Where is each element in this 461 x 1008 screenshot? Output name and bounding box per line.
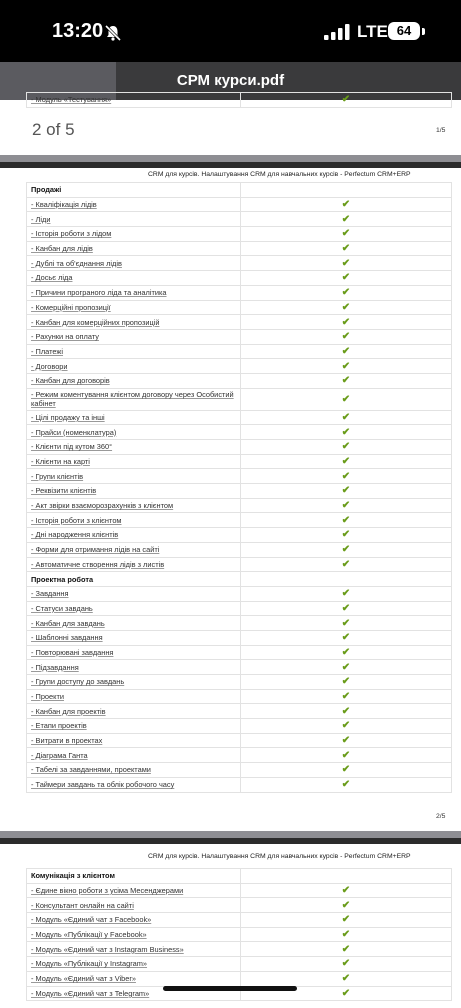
- feature-label-text[interactable]: - Модуль «Єдиний чат з Viber»: [31, 974, 136, 984]
- feature-label: [27, 300, 241, 315]
- feature-row: [27, 440, 452, 455]
- check-icon: ✔: [241, 927, 452, 942]
- feature-row: [27, 733, 452, 748]
- page-footer-number: 2/5: [436, 813, 446, 820]
- feature-row: [27, 469, 452, 484]
- signal-icon: [324, 24, 350, 40]
- feature-row: [27, 557, 452, 572]
- feature-label-text[interactable]: - Канбан для комерційних пропозицій: [31, 317, 160, 327]
- feature-label: [27, 733, 241, 748]
- feature-label-text[interactable]: - Цілі продажу та інші: [31, 412, 105, 422]
- feature-row: [27, 93, 452, 108]
- feature-label-text[interactable]: - Автоматичне створення лідів з листів: [31, 559, 165, 569]
- check-icon: ✔: [241, 300, 452, 315]
- feature-label-text[interactable]: - Проекти: [31, 692, 64, 702]
- feature-row: [27, 660, 452, 675]
- feature-row: [27, 630, 452, 645]
- check-icon: ✔: [241, 454, 452, 469]
- check-icon: ✔: [241, 373, 452, 388]
- feature-row: [27, 271, 452, 286]
- feature-label: [27, 898, 241, 913]
- check-icon: ✔: [241, 630, 452, 645]
- feature-row: [27, 645, 452, 660]
- feature-label-text[interactable]: - Канбан для договорів: [31, 376, 110, 386]
- feature-label-text[interactable]: - Статуси завдань: [31, 603, 93, 613]
- feature-row: [27, 898, 452, 913]
- feature-row: [27, 454, 452, 469]
- feature-label-text[interactable]: - Канбан для проектів: [31, 706, 106, 716]
- check-icon: ✔: [241, 212, 452, 227]
- feature-label-text[interactable]: - Єдине вікно роботи з усіма Месенджерами: [31, 886, 184, 896]
- feature-row: [27, 241, 452, 256]
- feature-label: [27, 285, 241, 300]
- section-title: [27, 572, 241, 587]
- feature-label-text[interactable]: - Діаграма Ганта: [31, 750, 88, 760]
- check-icon: ✔: [241, 586, 452, 601]
- feature-label-text[interactable]: - Завдання: [31, 589, 69, 599]
- check-icon: ✔: [241, 410, 452, 425]
- check-icon: ✔: [241, 660, 452, 675]
- check-icon: ✔: [241, 616, 452, 631]
- check-icon: ✔: [241, 913, 452, 928]
- feature-label: [27, 704, 241, 719]
- feature-label-text[interactable]: - Групи доступу до завдань: [31, 677, 125, 687]
- feature-label: [27, 410, 241, 425]
- feature-label: [27, 971, 241, 986]
- feature-row: [27, 197, 452, 212]
- pdf-page-2: [0, 162, 461, 831]
- page-header: CRM для курсів. Налаштування CRM для навчальних курсів - Perfectum CRM+ERP: [148, 171, 411, 178]
- check-icon: ✔: [241, 704, 452, 719]
- check-icon: ✔: [241, 971, 452, 986]
- feature-row: [27, 410, 452, 425]
- feature-label-text[interactable]: - Історія роботи з лідом: [31, 229, 112, 239]
- feature-label-text[interactable]: - Модуль «Єдиний чат з Facebook»: [31, 915, 152, 925]
- feature-label-text[interactable]: - Консультант онлайн на сайті: [31, 900, 134, 910]
- section-title: [27, 869, 241, 884]
- feature-row: [27, 971, 452, 986]
- feature-label: [27, 616, 241, 631]
- feature-label-text[interactable]: - Прайси (номенклатура): [31, 427, 117, 437]
- feature-row: [27, 344, 452, 359]
- check-icon: ✔: [241, 986, 452, 1001]
- feature-row: [27, 616, 452, 631]
- check-icon: ✔: [241, 425, 452, 440]
- check-icon: ✔: [241, 498, 452, 513]
- feature-row: [27, 528, 452, 543]
- empty-cell: [241, 183, 452, 198]
- check-icon: ✔: [241, 733, 452, 748]
- feature-label: [27, 748, 241, 763]
- check-icon: ✔: [241, 227, 452, 242]
- feature-row: [27, 719, 452, 734]
- feature-label-text[interactable]: - Дні народження клієнтів: [31, 530, 119, 540]
- feature-row: [27, 704, 452, 719]
- section-title: [27, 183, 241, 198]
- feature-label: [27, 227, 241, 242]
- feature-row: [27, 484, 452, 499]
- feature-label: [27, 388, 241, 410]
- feature-table-page-1: [26, 92, 452, 108]
- check-icon: ✔: [241, 601, 452, 616]
- check-icon: ✔: [241, 440, 452, 455]
- feature-label-text[interactable]: - Платежі: [31, 346, 64, 356]
- feature-label-text[interactable]: - Договори: [31, 361, 68, 371]
- battery-icon: [388, 22, 420, 40]
- check-icon: ✔: [241, 528, 452, 543]
- feature-label: [27, 425, 241, 440]
- section-header-row: [27, 869, 452, 884]
- feature-label-text[interactable]: - Модуль «Тестування»: [31, 95, 112, 105]
- feature-label-text: Продажі: [31, 185, 62, 195]
- feature-label-text[interactable]: - Клієнти на карті: [31, 457, 90, 467]
- page-top-band: [0, 838, 461, 844]
- bell-slash-icon: [104, 24, 122, 42]
- feature-label-text[interactable]: - Модуль «Єдиний чат з Telegram»: [31, 988, 150, 998]
- check-icon: ✔: [241, 748, 452, 763]
- feature-label-text[interactable]: - Форми для отримання лідів на сайті: [31, 545, 160, 555]
- feature-row: [27, 883, 452, 898]
- check-icon: ✔: [241, 542, 452, 557]
- home-indicator[interactable]: [163, 986, 297, 991]
- feature-row: [27, 256, 452, 271]
- check-icon: ✔: [241, 645, 452, 660]
- check-icon: ✔: [241, 93, 452, 108]
- feature-label: [27, 256, 241, 271]
- feature-row: [27, 212, 452, 227]
- pdf-page-1: [0, 94, 461, 155]
- feature-label-text[interactable]: - Досьє ліда: [31, 273, 73, 283]
- feature-table-page-3: [26, 868, 452, 1001]
- feature-label-text[interactable]: - Таймери завдань та облік робочого часу: [31, 780, 175, 790]
- check-icon: ✔: [241, 719, 452, 734]
- feature-label-text[interactable]: - Канбан для завдань: [31, 618, 105, 628]
- check-icon: ✔: [241, 197, 452, 212]
- check-icon: ✔: [241, 469, 452, 484]
- feature-label: [27, 719, 241, 734]
- feature-label: [27, 440, 241, 455]
- battery-level: 64: [396, 23, 412, 38]
- check-icon: ✔: [241, 557, 452, 572]
- page-header: CRM для курсів. Налаштування CRM для навчальних курсів - Perfectum CRM+ERP: [148, 853, 411, 860]
- feature-row: [27, 285, 452, 300]
- feature-row: [27, 329, 452, 344]
- feature-label: [27, 484, 241, 499]
- feature-label: [27, 454, 241, 469]
- feature-label: [27, 542, 241, 557]
- feature-label-text[interactable]: - Модуль «Публікації у Facebook»: [31, 930, 147, 940]
- feature-label: [27, 883, 241, 898]
- feature-row: [27, 227, 452, 242]
- feature-row: [27, 957, 452, 972]
- feature-row: [27, 601, 452, 616]
- feature-label-text[interactable]: - Повторювані завдання: [31, 647, 114, 657]
- feature-row: [27, 748, 452, 763]
- feature-label: [27, 942, 241, 957]
- feature-label-text[interactable]: - Причини програного ліда та аналітика: [31, 288, 167, 298]
- feature-label-text[interactable]: - Реквізити клієнтів: [31, 486, 97, 496]
- feature-label: [27, 469, 241, 484]
- feature-row: [27, 513, 452, 528]
- check-icon: ✔: [241, 763, 452, 778]
- feature-label: [27, 660, 241, 675]
- feature-label-text[interactable]: - Табелі за завданнями, проектами: [31, 765, 151, 775]
- check-icon: ✔: [241, 777, 452, 792]
- feature-row: [27, 763, 452, 778]
- feature-row: [27, 542, 452, 557]
- feature-label: [27, 689, 241, 704]
- feature-row: [27, 777, 452, 792]
- feature-label-text[interactable]: - Акт звірки взаєморозрахунків з клієнтом: [31, 501, 174, 511]
- check-icon: ✔: [241, 359, 452, 374]
- feature-label-text[interactable]: - Канбан для лідів: [31, 244, 93, 254]
- status-time: 13:20: [52, 20, 104, 42]
- status-bar: [0, 0, 461, 62]
- feature-label-text[interactable]: - Комерційні пропозиції: [31, 302, 111, 312]
- check-icon: ✔: [241, 256, 452, 271]
- empty-cell: [241, 869, 452, 884]
- feature-label: [27, 675, 241, 690]
- feature-row: [27, 359, 452, 374]
- feature-label: [27, 329, 241, 344]
- feature-row: [27, 388, 452, 410]
- feature-row: [27, 927, 452, 942]
- feature-label-text[interactable]: - Режим коментування клієнтом договору через Особистий кабінет: [31, 390, 234, 409]
- feature-label: [27, 528, 241, 543]
- feature-label: [27, 241, 241, 256]
- feature-label: [27, 957, 241, 972]
- empty-cell: [241, 572, 452, 587]
- feature-row: [27, 675, 452, 690]
- feature-label-text[interactable]: - Модуль «Єдиний чат з Instagram Business»: [31, 944, 184, 954]
- check-icon: ✔: [241, 675, 452, 690]
- feature-label-text[interactable]: - Ліди: [31, 214, 51, 224]
- section-header-row: [27, 183, 452, 198]
- check-icon: ✔: [241, 388, 452, 410]
- feature-label: [27, 212, 241, 227]
- feature-table-page-2: [26, 182, 452, 793]
- feature-label: [27, 315, 241, 330]
- feature-label: [27, 777, 241, 792]
- feature-label: [27, 359, 241, 374]
- feature-label: [27, 645, 241, 660]
- feature-row: [27, 425, 452, 440]
- check-icon: ✔: [241, 315, 452, 330]
- feature-row: [27, 586, 452, 601]
- feature-label-text[interactable]: - Шаблонні завдання: [31, 633, 103, 643]
- feature-row: [27, 315, 452, 330]
- feature-label: [27, 513, 241, 528]
- page-top-band: [0, 162, 461, 168]
- feature-label: [27, 601, 241, 616]
- feature-row: [27, 942, 452, 957]
- check-icon: ✔: [241, 883, 452, 898]
- check-icon: ✔: [241, 329, 452, 344]
- check-icon: ✔: [241, 484, 452, 499]
- feature-label-text[interactable]: - Історія роботи з клієнтом: [31, 515, 122, 525]
- feature-label: [27, 630, 241, 645]
- feature-label-text[interactable]: - Дублі та об'єднання лідів: [31, 258, 122, 268]
- feature-label-text: Проектна робота: [31, 574, 94, 584]
- page-footer-number: 1/5: [436, 127, 446, 134]
- check-icon: ✔: [241, 285, 452, 300]
- check-icon: ✔: [241, 942, 452, 957]
- feature-label-text[interactable]: - Витрати в проектах: [31, 736, 103, 746]
- feature-label-text[interactable]: - Підзавдання: [31, 662, 79, 672]
- feature-label: [27, 373, 241, 388]
- check-icon: ✔: [241, 898, 452, 913]
- pdf-page-3: [0, 838, 461, 1008]
- feature-label: [27, 763, 241, 778]
- feature-label-text[interactable]: - Клієнти під кутом 360°: [31, 442, 113, 452]
- check-icon: ✔: [241, 513, 452, 528]
- battery-tip: [422, 28, 425, 35]
- document-title[interactable]: СРМ курси.pdf: [176, 72, 285, 89]
- check-icon: ✔: [241, 241, 452, 256]
- network-type: LTE: [357, 22, 388, 41]
- page-indicator: 2 of 5: [32, 120, 75, 139]
- feature-row: [27, 913, 452, 928]
- check-icon: ✔: [241, 957, 452, 972]
- section-header-row: [27, 572, 452, 587]
- feature-row: [27, 689, 452, 704]
- feature-row: [27, 373, 452, 388]
- check-icon: ✔: [241, 689, 452, 704]
- feature-label: [27, 586, 241, 601]
- feature-row: [27, 498, 452, 513]
- feature-label: [27, 344, 241, 359]
- feature-label: [27, 557, 241, 572]
- feature-label-text[interactable]: - Групи клієнтів: [31, 471, 84, 481]
- feature-label-text[interactable]: - Рахунки на оплату: [31, 332, 99, 342]
- feature-label-text[interactable]: - Етапи проектів: [31, 721, 87, 731]
- feature-label: [27, 927, 241, 942]
- feature-label: [27, 271, 241, 286]
- feature-label-text[interactable]: - Модуль «Публікації у Instagram»: [31, 959, 148, 969]
- feature-label: [27, 498, 241, 513]
- feature-label-text[interactable]: - Кваліфікація лідів: [31, 200, 97, 210]
- feature-row: [27, 300, 452, 315]
- feature-label-text: Комунікація з клієнтом: [31, 871, 115, 881]
- check-icon: ✔: [241, 271, 452, 286]
- feature-label: [27, 913, 241, 928]
- check-icon: ✔: [241, 344, 452, 359]
- feature-label: [27, 93, 241, 108]
- feature-label: [27, 197, 241, 212]
